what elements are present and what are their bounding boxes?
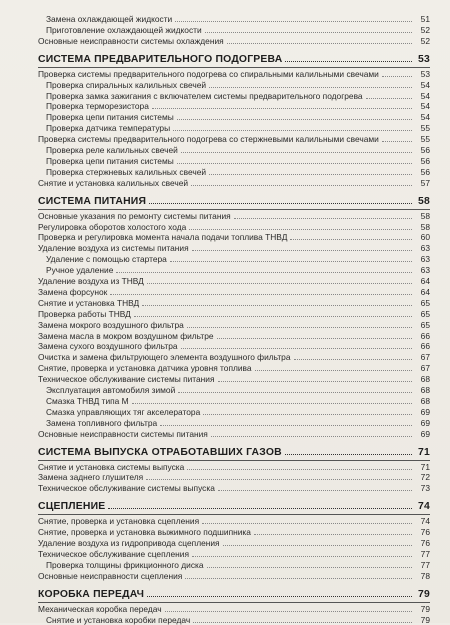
section-title: СИСТЕМА ПРЕДВАРИТЕЛЬНОГО ПОДОГРЕВА bbox=[38, 53, 283, 65]
toc-entry bbox=[0, 253, 450, 264]
entry-title: Проверка цепи питания системы bbox=[46, 155, 174, 166]
page-number: 76 bbox=[420, 527, 430, 538]
entry-title: Снятие, проверка и установка сцепления bbox=[38, 516, 200, 527]
toc-entry bbox=[0, 526, 450, 537]
page-number: 58 bbox=[418, 195, 430, 207]
toc-section-heading bbox=[0, 193, 450, 207]
entry-title: Проверка цепи питания системы bbox=[46, 112, 174, 123]
entry-title: Ручное удаление bbox=[46, 265, 114, 276]
page-number: 79 bbox=[420, 603, 430, 614]
toc-section-heading bbox=[0, 586, 450, 600]
page-number: 54 bbox=[420, 90, 430, 101]
dot-leader bbox=[177, 163, 412, 164]
page-number: 55 bbox=[420, 123, 430, 134]
toc-section-heading bbox=[0, 498, 450, 512]
toc-entry bbox=[0, 461, 450, 472]
page-number: 67 bbox=[420, 363, 430, 374]
dot-leader bbox=[189, 229, 412, 230]
entry-title: Снятие и установка коробки передач bbox=[46, 614, 191, 625]
page-number: 64 bbox=[420, 286, 430, 297]
entry-title: Техническое обслуживание системы питания bbox=[38, 374, 215, 385]
dot-leader bbox=[192, 556, 412, 557]
page-number: 63 bbox=[420, 254, 430, 265]
dot-leader bbox=[205, 32, 412, 33]
toc-entry bbox=[0, 603, 450, 614]
toc-entry bbox=[0, 559, 450, 570]
entry-title: Эксплуатация автомобиля зимой bbox=[46, 385, 176, 395]
dot-leader bbox=[227, 43, 412, 44]
page-number: 79 bbox=[420, 614, 430, 625]
page-number: 68 bbox=[420, 374, 430, 385]
dot-leader bbox=[290, 239, 412, 240]
page-number: 63 bbox=[420, 265, 430, 276]
entry-title: Механическая коробка передач bbox=[38, 603, 162, 614]
entry-title: Замена топливного фильтра bbox=[46, 417, 158, 428]
entry-title: Удаление воздуха из гидропривода сцепления bbox=[38, 538, 220, 548]
dot-leader bbox=[382, 141, 412, 142]
dot-leader bbox=[207, 567, 412, 568]
toc-entry bbox=[0, 373, 450, 384]
toc-entry bbox=[0, 275, 450, 286]
dot-leader bbox=[152, 108, 412, 109]
section-title: СИСТЕМА ПИТАНИЯ bbox=[38, 195, 147, 207]
entry-title: Проверка стержневых калильных свечей bbox=[46, 166, 207, 177]
toc-entry bbox=[0, 68, 450, 79]
toc-entry bbox=[0, 395, 450, 406]
page-number: 65 bbox=[420, 308, 430, 319]
entry-title: Удаление с помощью стартера bbox=[46, 254, 167, 265]
page-number: 63 bbox=[420, 243, 430, 254]
toc-entry bbox=[0, 221, 450, 232]
toc-entry bbox=[0, 515, 450, 526]
toc-entry bbox=[0, 111, 450, 122]
dot-leader bbox=[175, 21, 412, 22]
entry-title: Очистка и замена фильтрующего элемента воздушного фильтра bbox=[38, 352, 291, 363]
toc-entry bbox=[0, 231, 450, 242]
entry-title: Основные неисправности системы питания bbox=[38, 428, 208, 439]
dot-leader bbox=[191, 185, 412, 186]
toc-entry bbox=[0, 122, 450, 133]
dot-leader bbox=[142, 305, 412, 306]
dot-leader bbox=[193, 622, 412, 623]
dot-leader bbox=[181, 152, 412, 153]
dot-leader bbox=[223, 545, 412, 546]
entry-title: Замена масла в мокром воздушном фильтре bbox=[38, 330, 214, 341]
section-title: СЦЕПЛЕНИЕ bbox=[38, 501, 106, 513]
toc-entry bbox=[0, 242, 450, 253]
page-number: 73 bbox=[420, 483, 430, 494]
entry-title: Замена мокрого воздушного фильтра bbox=[38, 319, 184, 330]
dot-leader bbox=[132, 403, 412, 404]
dot-leader bbox=[202, 523, 412, 524]
toc-section-heading bbox=[0, 51, 450, 65]
entry-title: Удаление воздуха из ТНВД bbox=[38, 276, 144, 286]
dot-leader bbox=[255, 370, 412, 371]
entry-title: Снятие, проверка и установка выжимного подшипника bbox=[38, 527, 251, 538]
dot-leader bbox=[285, 454, 412, 455]
page-number: 69 bbox=[420, 417, 430, 428]
dot-leader bbox=[187, 469, 412, 470]
page-number: 69 bbox=[420, 406, 430, 417]
page-number: 52 bbox=[420, 24, 430, 35]
page-number: 56 bbox=[420, 145, 430, 155]
entry-title: Снятие и установка калильных свечей bbox=[38, 177, 189, 188]
entry-title: Замена форсунок bbox=[38, 286, 108, 297]
dot-leader bbox=[181, 348, 412, 349]
entry-title: Смазка ТНВД типа М bbox=[46, 395, 129, 406]
toc-entry bbox=[0, 144, 450, 155]
entry-title: Снятие и установка системы выпуска bbox=[38, 461, 185, 472]
page-number: 54 bbox=[420, 112, 430, 123]
entry-title: Проверка системы предварительного подогрева со стержневыми калильными свечами bbox=[38, 134, 379, 145]
page-number: 71 bbox=[418, 446, 430, 458]
toc-entry bbox=[0, 264, 450, 275]
page-number: 54 bbox=[420, 101, 430, 112]
entry-title: Удаление воздуха из системы питания bbox=[38, 243, 189, 254]
toc-entry bbox=[0, 428, 450, 439]
toc-entry bbox=[0, 308, 450, 319]
entry-title: Основные указания по ремонту системы питания bbox=[38, 210, 231, 221]
page-number: 76 bbox=[420, 538, 430, 548]
dot-leader bbox=[218, 490, 412, 491]
page-number: 52 bbox=[420, 35, 430, 46]
entry-title: Регулировка оборотов холостого хода bbox=[38, 221, 187, 232]
toc-entry bbox=[0, 362, 450, 373]
page-number: 57 bbox=[420, 177, 430, 188]
page-number: 58 bbox=[420, 221, 430, 232]
entry-title: Основные неисправности системы охлаждения bbox=[38, 35, 224, 46]
dot-leader bbox=[110, 294, 412, 295]
dot-leader bbox=[366, 98, 412, 99]
dot-leader bbox=[165, 611, 412, 612]
toc-entry bbox=[0, 319, 450, 330]
page-number: 74 bbox=[418, 501, 430, 513]
page-number: 71 bbox=[420, 461, 430, 472]
entry-title: Замена заднего глушителя bbox=[38, 472, 144, 483]
toc-section-heading bbox=[0, 444, 450, 458]
toc-entry bbox=[0, 340, 450, 351]
toc-entry bbox=[0, 133, 450, 144]
toc-entry bbox=[0, 330, 450, 341]
entry-title: Проверка спиральных калильных свечей bbox=[46, 79, 207, 90]
page-number: 69 bbox=[420, 428, 430, 439]
entry-title: Проверка реле калильных свечей bbox=[46, 145, 178, 155]
section-title: СИСТЕМА ВЫПУСКА ОТРАБОТАВШИХ ГАЗОВ bbox=[38, 446, 282, 458]
page-number: 53 bbox=[420, 68, 430, 79]
toc-entry bbox=[0, 100, 450, 111]
entry-title: Проверка датчика температуры bbox=[46, 123, 171, 134]
page-number: 53 bbox=[418, 53, 430, 65]
dot-leader bbox=[211, 436, 412, 437]
toc-entry bbox=[0, 177, 450, 188]
dot-leader bbox=[254, 534, 412, 535]
toc-entry bbox=[0, 548, 450, 559]
page-number: 51 bbox=[420, 14, 430, 24]
entry-title: Приготовление охлаждающей жидкости bbox=[46, 24, 202, 35]
toc-entry bbox=[0, 24, 450, 35]
page-number: 67 bbox=[420, 352, 430, 363]
dot-leader bbox=[134, 316, 412, 317]
toc-entry bbox=[0, 570, 450, 581]
page-number: 56 bbox=[420, 166, 430, 177]
toc-entry bbox=[0, 286, 450, 297]
toc-entry bbox=[0, 155, 450, 166]
dot-leader bbox=[170, 261, 412, 262]
entry-title: Снятие и установка ТНВД bbox=[38, 297, 140, 308]
entry-title: Проверка работы ТНВД bbox=[38, 308, 131, 319]
toc-entry bbox=[0, 210, 450, 221]
dot-leader bbox=[187, 327, 412, 328]
page-number: 72 bbox=[420, 472, 430, 483]
toc-entry bbox=[0, 297, 450, 308]
dot-leader bbox=[294, 359, 412, 360]
dot-leader bbox=[185, 578, 412, 579]
entry-title: Смазка управляющих тяг акселератора bbox=[46, 406, 201, 417]
dot-leader bbox=[218, 381, 412, 382]
toc-entry bbox=[0, 35, 450, 46]
toc-entry bbox=[0, 79, 450, 90]
toc-entry bbox=[0, 13, 450, 24]
entry-title: Проверка замка зажигания с включателем системы предварительного подогрева bbox=[46, 90, 363, 101]
dot-leader bbox=[178, 392, 412, 393]
entry-title: Проверка системы предварительного подогрева со спиральными калильными свечами bbox=[38, 68, 379, 79]
dot-leader bbox=[234, 218, 412, 219]
dot-leader bbox=[209, 174, 412, 175]
dot-leader bbox=[146, 479, 412, 480]
toc-entry bbox=[0, 471, 450, 482]
dot-leader bbox=[177, 119, 412, 120]
entry-title: Снятие, проверка и установка датчика уровня топлива bbox=[38, 363, 252, 374]
page-number: 65 bbox=[420, 319, 430, 330]
entry-title: Техническое обслуживание системы выпуска bbox=[38, 483, 215, 494]
page-number: 60 bbox=[420, 232, 430, 243]
toc-entry bbox=[0, 351, 450, 362]
page-number: 74 bbox=[420, 516, 430, 527]
dot-leader bbox=[173, 130, 412, 131]
dot-leader bbox=[285, 61, 412, 62]
toc-entry bbox=[0, 417, 450, 428]
page-number: 78 bbox=[420, 570, 430, 581]
toc-entry bbox=[0, 90, 450, 101]
entry-title: Основные неисправности сцепления bbox=[38, 570, 183, 581]
toc-entry bbox=[0, 482, 450, 493]
page-number: 68 bbox=[420, 385, 430, 395]
dot-leader bbox=[382, 76, 412, 77]
dot-leader bbox=[116, 272, 412, 273]
page-number: 56 bbox=[420, 155, 430, 166]
dot-leader bbox=[160, 425, 412, 426]
page-number: 55 bbox=[420, 134, 430, 145]
page-number: 66 bbox=[420, 330, 430, 341]
dot-leader bbox=[147, 596, 412, 597]
page-number: 58 bbox=[420, 210, 430, 221]
entry-title: Замена сухого воздушного фильтра bbox=[38, 341, 178, 352]
toc-entry bbox=[0, 537, 450, 548]
page-number: 66 bbox=[420, 341, 430, 352]
toc-entry bbox=[0, 406, 450, 417]
page-number: 65 bbox=[420, 297, 430, 308]
page-number: 54 bbox=[420, 79, 430, 90]
dot-leader bbox=[149, 203, 412, 204]
page-number: 77 bbox=[420, 559, 430, 570]
toc-entry bbox=[0, 384, 450, 395]
entry-title: Проверка и регулировка момента начала подачи топлива ТНВД bbox=[38, 232, 288, 243]
entry-title: Техническое обслуживание сцепления bbox=[38, 548, 189, 559]
dot-leader bbox=[209, 87, 412, 88]
section-title: КОРОБКА ПЕРЕДАЧ bbox=[38, 588, 145, 600]
page-number: 79 bbox=[418, 588, 430, 600]
dot-leader bbox=[203, 414, 412, 415]
dot-leader bbox=[192, 250, 412, 251]
dot-leader bbox=[217, 338, 412, 339]
entry-title: Проверка толщины фрикционного диска bbox=[46, 559, 204, 570]
dot-leader bbox=[108, 508, 412, 509]
entry-title: Проверка терморезистора bbox=[46, 101, 149, 112]
page-number: 68 bbox=[420, 395, 430, 406]
page-number: 64 bbox=[420, 276, 430, 286]
dot-leader bbox=[147, 283, 412, 284]
toc-entry bbox=[0, 166, 450, 177]
entry-title: Замена охлаждающей жидкости bbox=[46, 14, 173, 24]
page-number: 77 bbox=[420, 548, 430, 559]
